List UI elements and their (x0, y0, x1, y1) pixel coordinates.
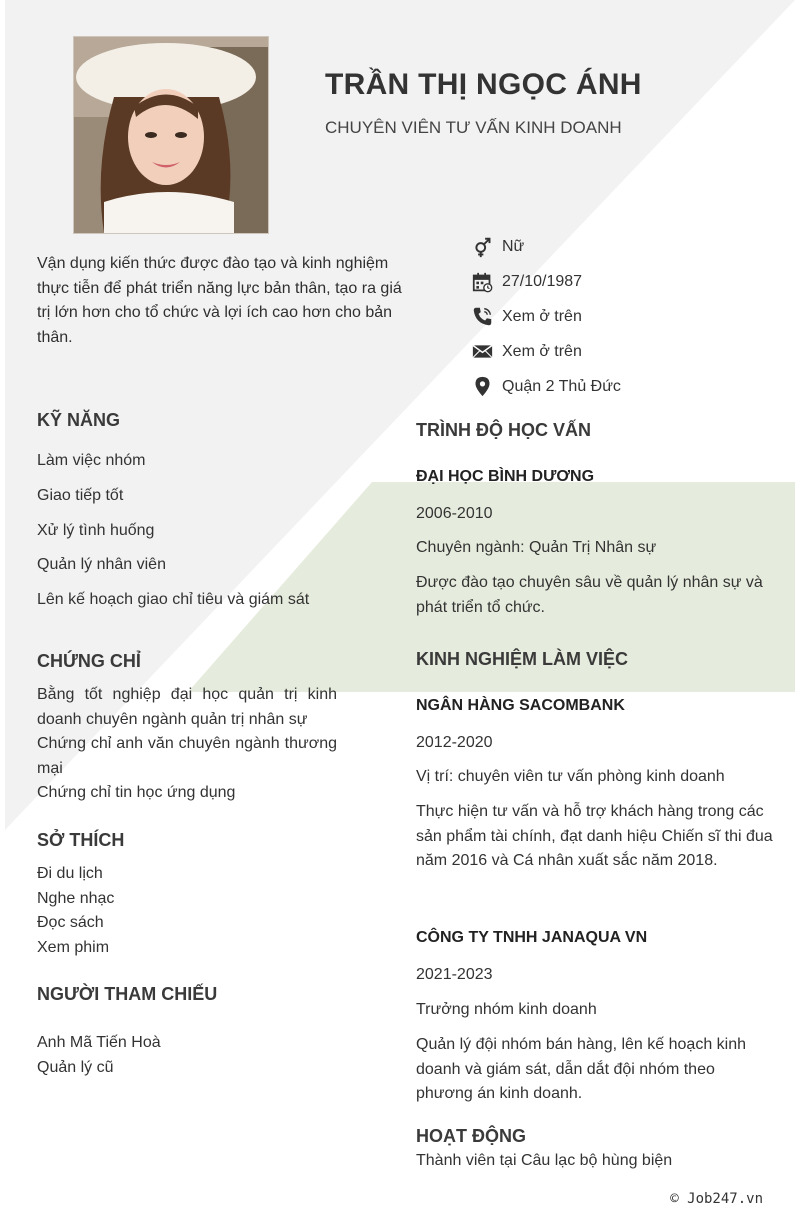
activities-heading: HOẠT ĐỘNG (416, 1126, 526, 1146)
hobbies-heading: SỞ THÍCH (37, 830, 125, 850)
job-description: Thực hiện tư vấn và hỗ trợ khách hàng trong các sản phẩm tài chính, đạt danh hiệu Chiến sĩ thi đua năm 2016 và Cá nhân xuất sắc năm 2018. (416, 803, 773, 870)
candidate-name: TRẦN THỊ NGỌC ÁNH (325, 68, 642, 101)
certificate-item: Chứng chỉ anh văn chuyên ngành thương mại (37, 735, 337, 777)
skill-item: Quản lý nhân viên (37, 556, 166, 574)
location-pin-icon (472, 376, 493, 397)
contact-birthday (472, 265, 772, 300)
job-company: CÔNG TY TNHH JANAQUA VN (416, 929, 648, 946)
reference-role: Quản lý cũ (37, 1058, 114, 1076)
phone-value: Xem ở trên (502, 307, 582, 325)
hobbies-list (37, 862, 337, 960)
job-period: 2021-2023 (416, 966, 493, 983)
reference-name: Anh Mã Tiến Hoà (37, 1034, 161, 1051)
job-description: Quản lý đội nhóm bán hàng, lên kế hoạch kinh doanh và giám sát, dẫn dắt đội nhóm theo phương án kinh doanh. (416, 1036, 747, 1103)
contact-phone (472, 300, 772, 335)
birthday-value: 27/10/1987 (502, 273, 583, 291)
hobby-item: Nghe nhạc (37, 889, 115, 907)
skills-heading: KỸ NĂNG (37, 410, 121, 430)
hobby-item: Đọc sách (37, 914, 104, 932)
skill-item: Lên kế hoạch giao chỉ tiêu và giám sát (37, 591, 310, 609)
gender-icon (472, 237, 493, 258)
email-value: Xem ở trên (502, 342, 582, 360)
education-heading: TRÌNH ĐỘ HỌC VẤN (416, 420, 591, 440)
experience-heading: KINH NGHIỆM LÀM VIỆC (416, 649, 629, 669)
job-position: Trưởng nhóm kinh doanh (416, 1001, 597, 1018)
education-period: 2006-2010 (416, 505, 493, 522)
skill-item: Xử lý tình huống (37, 521, 155, 539)
certificate-item: Chứng chỉ tin học ứng dụng (37, 784, 236, 802)
contact-address (472, 369, 772, 404)
contact-gender (472, 230, 772, 265)
address-value: Quận 2 Thủ Đức (502, 377, 621, 395)
phone-icon (472, 306, 493, 327)
school-name: ĐẠI HỌC BÌNH DƯƠNG (416, 468, 595, 485)
mail-icon (472, 341, 493, 362)
footer-copyright: © Job247.vn (670, 1191, 763, 1207)
education-major: Chuyên ngành: Quản Trị Nhân sự (416, 539, 657, 556)
hobby-item: Xem phim (37, 938, 110, 956)
skills-list (37, 444, 377, 618)
career-objective: Vận dụng kiến thức được đào tạo và kinh nghiệm thực tiễn để phát triển năng lực bản thân, tạo ra giá trị lớn hơn cho tổ chức và lợi ích cao hơn cho bản thân. (37, 255, 402, 346)
references-list (37, 1031, 337, 1080)
profile-photo (73, 36, 269, 234)
hobby-item: Đi du lịch (37, 865, 103, 882)
skill-item: Giao tiếp tốt (37, 486, 124, 504)
job-period: 2012-2020 (416, 734, 493, 751)
calendar-icon (472, 272, 493, 293)
certificate-item: Bằng tốt nghiệp đại học quản trị kinh doanh chuyên ngành quản trị nhân sự (37, 686, 337, 728)
skill-item: Làm việc nhóm (37, 452, 146, 469)
certificates-heading: CHỨNG CHỈ (37, 651, 141, 671)
job-company: NGÂN HÀNG SACOMBANK (416, 697, 625, 714)
job-position: Vị trí: chuyên viên tư vấn phòng kinh doanh (416, 768, 725, 785)
contact-email (472, 334, 772, 369)
candidate-job-title: CHUYÊN VIÊN TƯ VẤN KINH DOANH (325, 118, 622, 137)
certificates-list (37, 683, 337, 806)
activity-item: Thành viên tại Câu lạc bộ hùng biện (416, 1152, 673, 1169)
references-heading: NGƯỜI THAM CHIẾU (37, 984, 218, 1004)
gender-value: Nữ (502, 238, 525, 256)
contact-info (472, 230, 772, 404)
education-description: Được đào tạo chuyên sâu về quản lý nhân sự và phát triển tổ chức. (416, 574, 763, 616)
